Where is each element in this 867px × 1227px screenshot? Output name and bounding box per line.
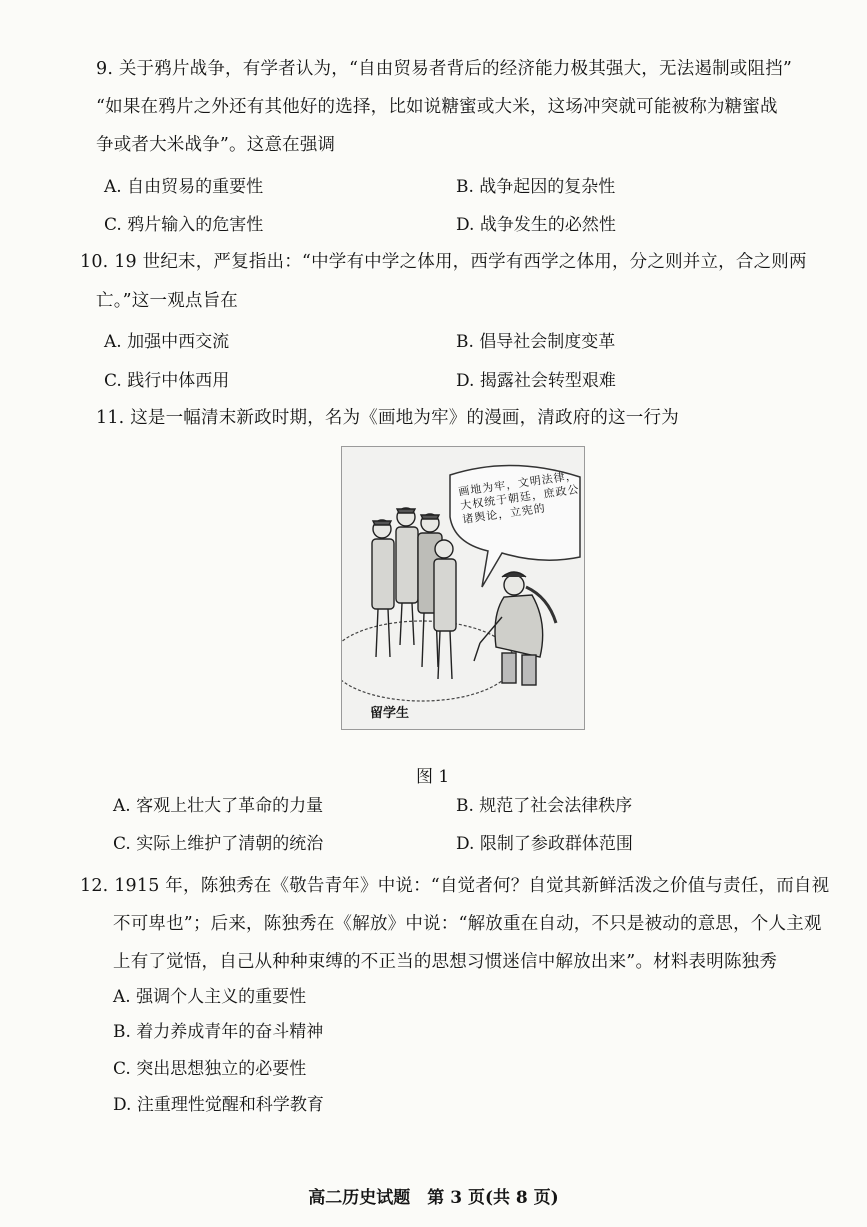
figure-caption: 图 1 xyxy=(416,767,450,787)
figure-label-students: 留学生 xyxy=(370,706,410,721)
q12-option-a[interactable]: A. 强调个人主义的重要性 xyxy=(113,987,307,1007)
q11-option-c[interactable]: C. 实际上维护了清朝的统治 xyxy=(113,834,324,854)
q9-option-d[interactable]: D. 战争发生的必然性 xyxy=(456,215,616,235)
q12-stem-line-3: 上有了觉悟，自己从种种束缚的不正当的思想习惯迷信中解放出来”。材料表明陈独秀 xyxy=(113,952,778,972)
q10-stem-line-2: 亡。”这一观点旨在 xyxy=(96,291,238,311)
q12-stem-line-2: 不可卑也”；后来，陈独秀在《解放》中说：“解放重在自动，不只是被动的意思，个人主观 xyxy=(113,914,822,934)
cartoon-figure xyxy=(341,446,585,730)
q12-option-b[interactable]: B. 着力养成青年的奋斗精神 xyxy=(113,1022,324,1042)
q9-stem-line-2: “如果在鸦片之外还有其他好的选择，比如说糖蜜或大米，这场冲突就可能被称为糖蜜战 xyxy=(96,97,778,117)
q11-option-a[interactable]: A. 客观上壮大了革命的力量 xyxy=(113,796,324,816)
q10-option-c[interactable]: C. 践行中体西用 xyxy=(104,371,230,391)
q10-option-d[interactable]: D. 揭露社会转型艰难 xyxy=(456,371,616,391)
q9-stem-line-3: 争或者大米战争”。这意在强调 xyxy=(96,135,336,155)
q10-option-a[interactable]: A. 加强中西交流 xyxy=(104,332,230,352)
q12-option-c[interactable]: C. 突出思想独立的必要性 xyxy=(113,1059,307,1079)
qing-official xyxy=(474,572,556,685)
page-footer: 高二历史试题 第 3 页(共 8 页) xyxy=(308,1188,559,1208)
q10-stem-line-1: 10. 19 世纪末，严复指出：“中学有中学之体用，西学有西学之体用，分之则并立，合之则两 xyxy=(80,252,807,272)
q11-option-d[interactable]: D. 限制了参政群体范围 xyxy=(456,834,633,854)
q12-option-d[interactable]: D. 注重理性觉醒和科学教育 xyxy=(113,1095,324,1115)
students-group xyxy=(372,508,456,679)
q12-stem-line-1: 12. 1915 年，陈独秀在《敬告青年》中说：“自觉者何？自觉其新鲜活泼之价值与责任，而自视 xyxy=(80,876,830,896)
q9-option-a[interactable]: A. 自由贸易的重要性 xyxy=(104,177,264,197)
q9-option-c[interactable]: C. 鸦片输入的危害性 xyxy=(104,215,264,235)
q11-option-b[interactable]: B. 规范了社会法律秩序 xyxy=(456,796,633,816)
q9-option-b[interactable]: B. 战争起因的复杂性 xyxy=(456,177,616,197)
q11-stem-line-1: 11. 这是一幅清末新政时期，名为《画地为牢》的漫画，清政府的这一行为 xyxy=(96,408,679,428)
q10-option-b[interactable]: B. 倡导社会制度变革 xyxy=(456,332,616,352)
speech-bubble-text: 画地为牢，文明法律，大权统于朝廷，庶政公诸舆论，立宪的 xyxy=(457,468,581,527)
q9-stem-line-1: 9. 关于鸦片战争，有学者认为，“自由贸易者背后的经济能力极其强大，无法遏制或阻挡” xyxy=(96,59,793,79)
